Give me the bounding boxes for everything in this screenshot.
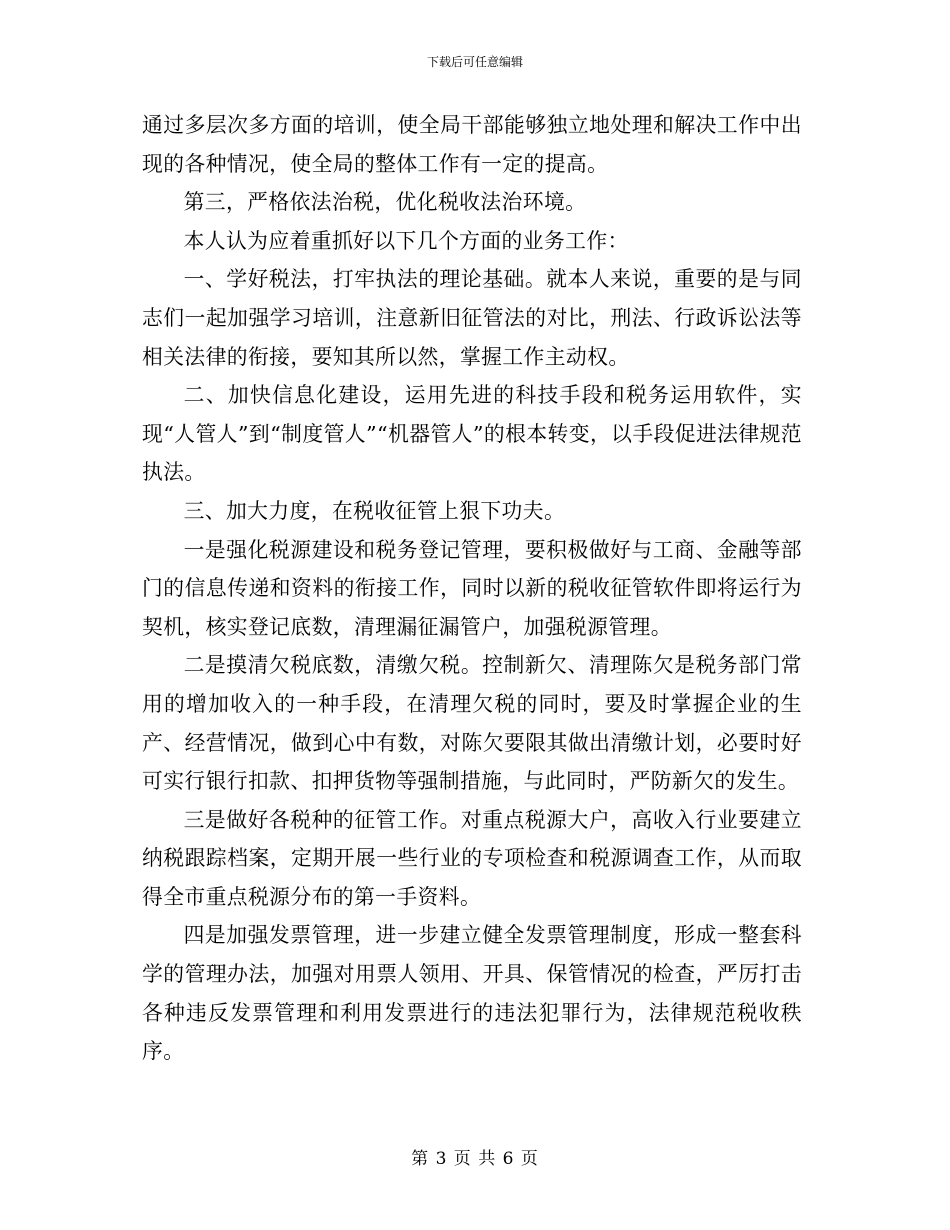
paragraph-1: 通过多层次多方面的培训，使全局干部能够独立地处理和解决工作中出现的各种情况，使全局的整体工作有一定的提高。: [142, 113, 802, 176]
paragraph-8: 二是摸清欠税底数，清缴欠税。控制新欠、清理陈欠是税务部门常用的增加收入的一种手段，在清理欠税的同时，要及时掌握企业的生产、经营情况，做到心中有数，对陈欠要限其做出清缴计划，必要时好可实行银行扣款、扣押货物等强制措施，与此同时，严防新欠的发生。: [142, 653, 802, 794]
paragraph-6: 三、加大力度，在税收征管上狠下功夫。: [183, 498, 566, 523]
paragraph-7: 一是强化税源建设和税务登记管理，要积极做好与工商、金融等部门的信息传递和资料的衔接工作，同时以新的税收征管软件即将运行为契机，核实登记底数，清理漏征漏管户，加强税源管理。: [142, 537, 802, 639]
paragraph-3: 本人认为应着重抓好以下几个方面的业务工作：: [183, 228, 629, 253]
paragraph-4: 一、学好税法，打牢执法的理论基础。就本人来说，重要的是与同志们一起加强学习培训，注意新旧征管法的对比，刑法、行政诉讼法等相关法律的衔接，要知其所以然，掌握工作主动权。: [142, 267, 802, 369]
page-header-note: 下载后可任意编辑: [426, 55, 523, 69]
page-number: 第 3 页 共 6 页: [411, 1149, 539, 1169]
paragraph-9: 三是做好各税种的征管工作。对重点税源大户，高收入行业要建立纳税跟踪档案，定期开展一些行业的专项检查和税源调查工作，从而取得全市重点税源分布的第一手资料。: [142, 807, 802, 909]
document-body: [142, 106, 802, 1071]
paragraph-5: 二、加快信息化建设，运用先进的科技手段和税务运用软件，实现“人管人”到“制度管人”“机器管人”的根本转变，以手段促进法律规范执法。: [142, 383, 802, 485]
paragraph-2: 第三，严格依法治税，优化税收法治环境。: [183, 190, 587, 215]
paragraph-10: 四是加强发票管理，进一步建立健全发票管理制度，形成一整套科学的管理办法，加强对用票人领用、开具、保管情况的检查，严厉打击各种违反发票管理和利用发票进行的违法犯罪行为，法律规范税收秩序。: [142, 923, 802, 1064]
